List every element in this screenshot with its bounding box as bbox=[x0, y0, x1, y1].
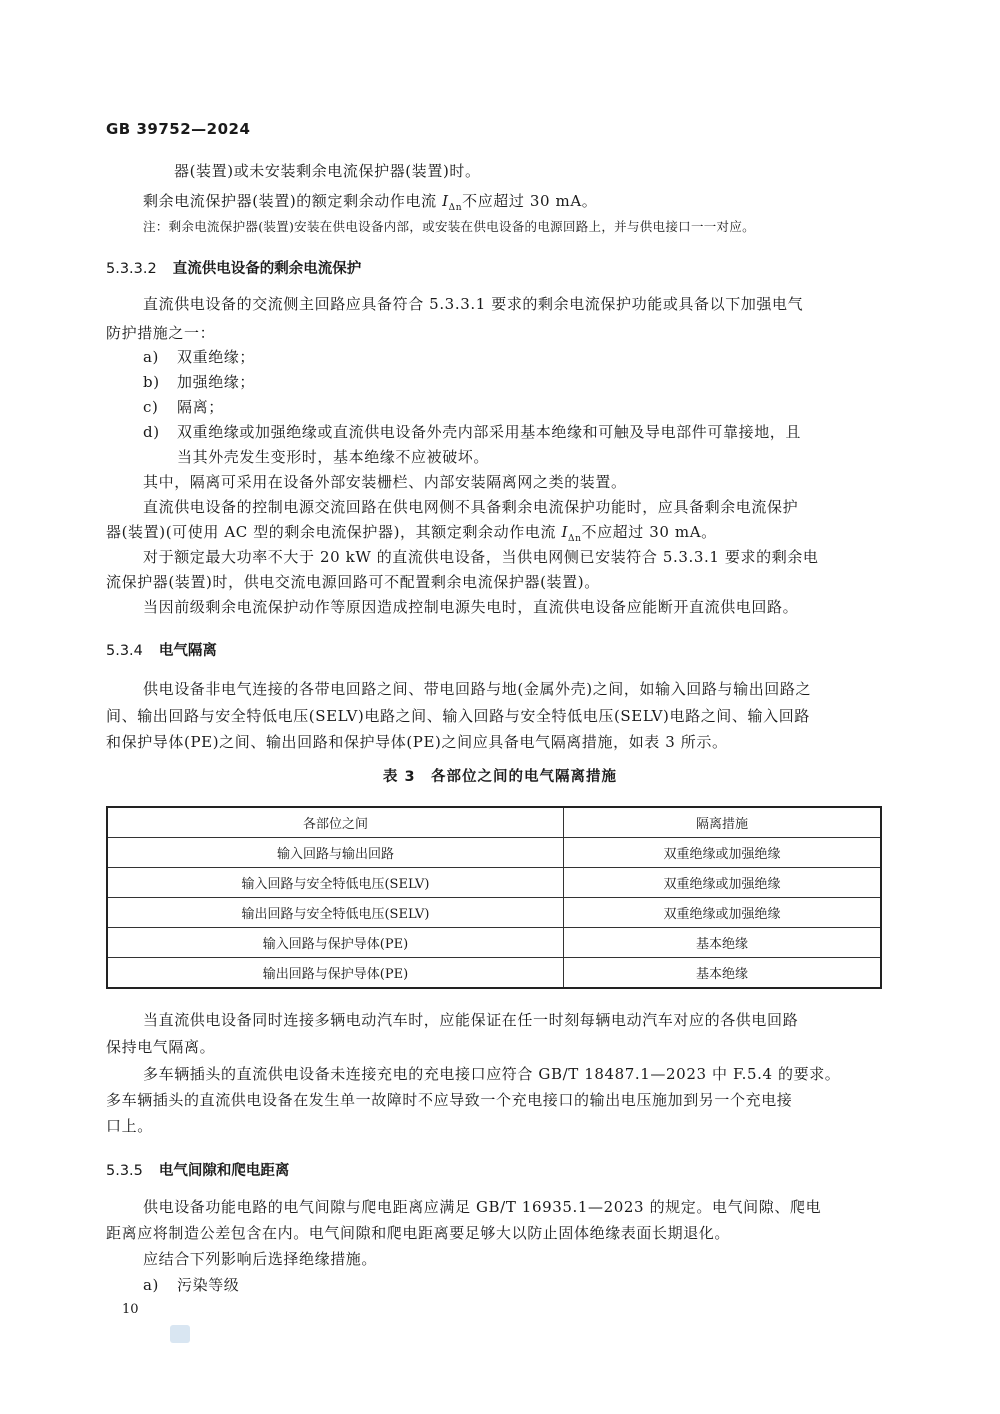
section-heading-5-3-4 bbox=[106, 639, 217, 660]
list-marker: b) bbox=[143, 373, 160, 391]
table-cell: 基本绝缘 bbox=[564, 928, 882, 958]
text: 剩余电流保护器(装置)的额定剩余动作电流 bbox=[143, 192, 443, 210]
table-row bbox=[107, 868, 881, 898]
table-row bbox=[107, 838, 881, 868]
text: 不应超过 30 mA。 bbox=[462, 192, 598, 210]
paragraph: 口上。 bbox=[106, 1117, 153, 1135]
paragraph: 直流供电设备的控制电源交流回路在供电网侧不具备剩余电流保护功能时，应具备剩余电流保护 bbox=[143, 498, 799, 516]
symbol-i: I bbox=[442, 192, 449, 210]
section-number: 5.3.5 bbox=[106, 1163, 143, 1179]
table-row bbox=[107, 898, 881, 928]
table-row bbox=[107, 958, 881, 989]
list-marker: a) bbox=[143, 1276, 159, 1294]
paragraph: 当直流供电设备同时连接多辆电动汽车时，应能保证在任一时刻每辆电动汽车对应的各供电回路 bbox=[143, 1011, 799, 1029]
table-cell: 输入回路与保护导体(PE) bbox=[107, 928, 564, 958]
table-cell: 基本绝缘 bbox=[564, 958, 882, 989]
list-marker: c) bbox=[143, 398, 159, 416]
paragraph: 供电设备非电气连接的各带电回路之间、带电回路与地(金属外壳)之间，如输入回路与输出回路之 bbox=[143, 680, 812, 698]
paragraph: 对于额定最大功率不大于 20 kW 的直流供电设备，当供电网侧已安装符合 5.3.3.1 要求的剩余电 bbox=[143, 548, 819, 566]
table-header-cell: 各部位之间 bbox=[107, 807, 564, 838]
paragraph: 流保护器(装置)时，供电交流电源回路可不配置剩余电流保护器(装置)。 bbox=[106, 573, 600, 591]
section-title: 电气隔离 bbox=[158, 643, 217, 659]
paragraph: 当因前级剩余电流保护动作等原因造成控制电源失电时，直流供电设备应能断开直流供电回路。 bbox=[143, 598, 799, 616]
paragraph: 和保护导体(PE)之间、输出回路和保护导体(PE)之间应具备电气隔离措施，如表 3 所示。 bbox=[106, 733, 728, 751]
note: 注：剩余电流保护器(装置)安装在供电设备内部，或安装在供电设备的电源回路上，并与供电接口一一对应。 bbox=[143, 219, 755, 234]
list-item: 加强绝缘； bbox=[177, 373, 256, 391]
text: 不应超过 30 mA。 bbox=[581, 523, 717, 541]
section-number: 5.3.3.2 bbox=[106, 261, 157, 277]
paragraph: 直流供电设备的交流侧主回路应具备符合 5.3.3.1 要求的剩余电流保护功能或具备以下加强电气 bbox=[143, 295, 804, 313]
table-cell: 输入回路与输出回路 bbox=[107, 838, 564, 868]
table-cell: 双重绝缘或加强绝缘 bbox=[564, 838, 882, 868]
paragraph: 防护措施之一： bbox=[106, 324, 216, 342]
table-cell: 输入回路与安全特低电压(SELV) bbox=[107, 868, 564, 898]
list-item-continuation: 当其外壳发生变形时，基本绝缘不应被破坏。 bbox=[177, 448, 490, 466]
list-item: 隔离； bbox=[177, 398, 224, 416]
table-row bbox=[107, 928, 881, 958]
paragraph: 保持电气隔离。 bbox=[106, 1038, 216, 1056]
paragraph: 多车辆插头的直流供电设备未连接充电的充电接口应符合 GB/T 18487.1—2023 中 F.5.4 的要求。 bbox=[143, 1065, 841, 1083]
section-heading-5-3-5 bbox=[106, 1159, 289, 1180]
page-number: 10 bbox=[122, 1302, 139, 1317]
list-item: 双重绝缘； bbox=[177, 348, 256, 366]
watermark-logo-icon bbox=[170, 1325, 190, 1343]
table-cell: 双重绝缘或加强绝缘 bbox=[564, 868, 882, 898]
symbol-subscript: Δn bbox=[448, 203, 463, 213]
section-title: 直流供电设备的剩余电流保护 bbox=[172, 261, 362, 277]
symbol-subscript: Δn bbox=[567, 534, 582, 544]
paragraph: 距离应将制造公差包含在内。电气间隙和爬电距离要足够大以防止固体绝缘表面长期退化。 bbox=[106, 1224, 731, 1242]
symbol-i: I bbox=[561, 523, 568, 541]
paragraph-continuation: 器(装置)或未安装剩余电流保护器(装置)时。 bbox=[174, 162, 481, 180]
list-item: 双重绝缘或加强绝缘或直流供电设备外壳内部采用基本绝缘和可触及导电部件可靠接地，且 bbox=[177, 423, 802, 441]
list-marker: a) bbox=[143, 348, 159, 366]
table-cell: 双重绝缘或加强绝缘 bbox=[564, 898, 882, 928]
list-item: 污染等级 bbox=[177, 1276, 240, 1294]
table-cell: 输出回路与安全特低电压(SELV) bbox=[107, 898, 564, 928]
section-number: 5.3.4 bbox=[106, 643, 143, 659]
isolation-table bbox=[106, 806, 882, 989]
table-caption: 表 3 各部位之间的电气隔离措施 bbox=[382, 769, 618, 785]
standard-header: GB 39752—2024 bbox=[106, 120, 251, 138]
paragraph: 供电设备功能电路的电气间隙与爬电距离应满足 GB/T 16935.1—2023 的规定。电气间隙、爬电 bbox=[143, 1198, 822, 1216]
text: 器(装置)(可使用 AC 型的剩余电流保护器)，其额定剩余动作电流 bbox=[106, 523, 562, 541]
paragraph: 应结合下列影响后选择绝缘措施。 bbox=[143, 1250, 378, 1268]
section-heading-5-3-3-2 bbox=[106, 257, 361, 278]
list-marker: d) bbox=[143, 423, 160, 441]
table-header-row bbox=[107, 807, 881, 838]
table-cell: 输出回路与保护导体(PE) bbox=[107, 958, 564, 989]
table-header-cell: 隔离措施 bbox=[564, 807, 882, 838]
paragraph: 间、输出回路与安全特低电压(SELV)电路之间、输入回路与安全特低电压(SELV)电路之间、输入回路 bbox=[106, 707, 810, 725]
section-title: 电气间隙和爬电距离 bbox=[158, 1163, 290, 1179]
paragraph: 其中，隔离可采用在设备外部安装栅栏、内部安装隔离网之类的装置。 bbox=[143, 473, 627, 491]
paragraph: 多车辆插头的直流供电设备在发生单一故障时不应导致一个充电接口的输出电压施加到另一个充电接 bbox=[106, 1091, 793, 1109]
